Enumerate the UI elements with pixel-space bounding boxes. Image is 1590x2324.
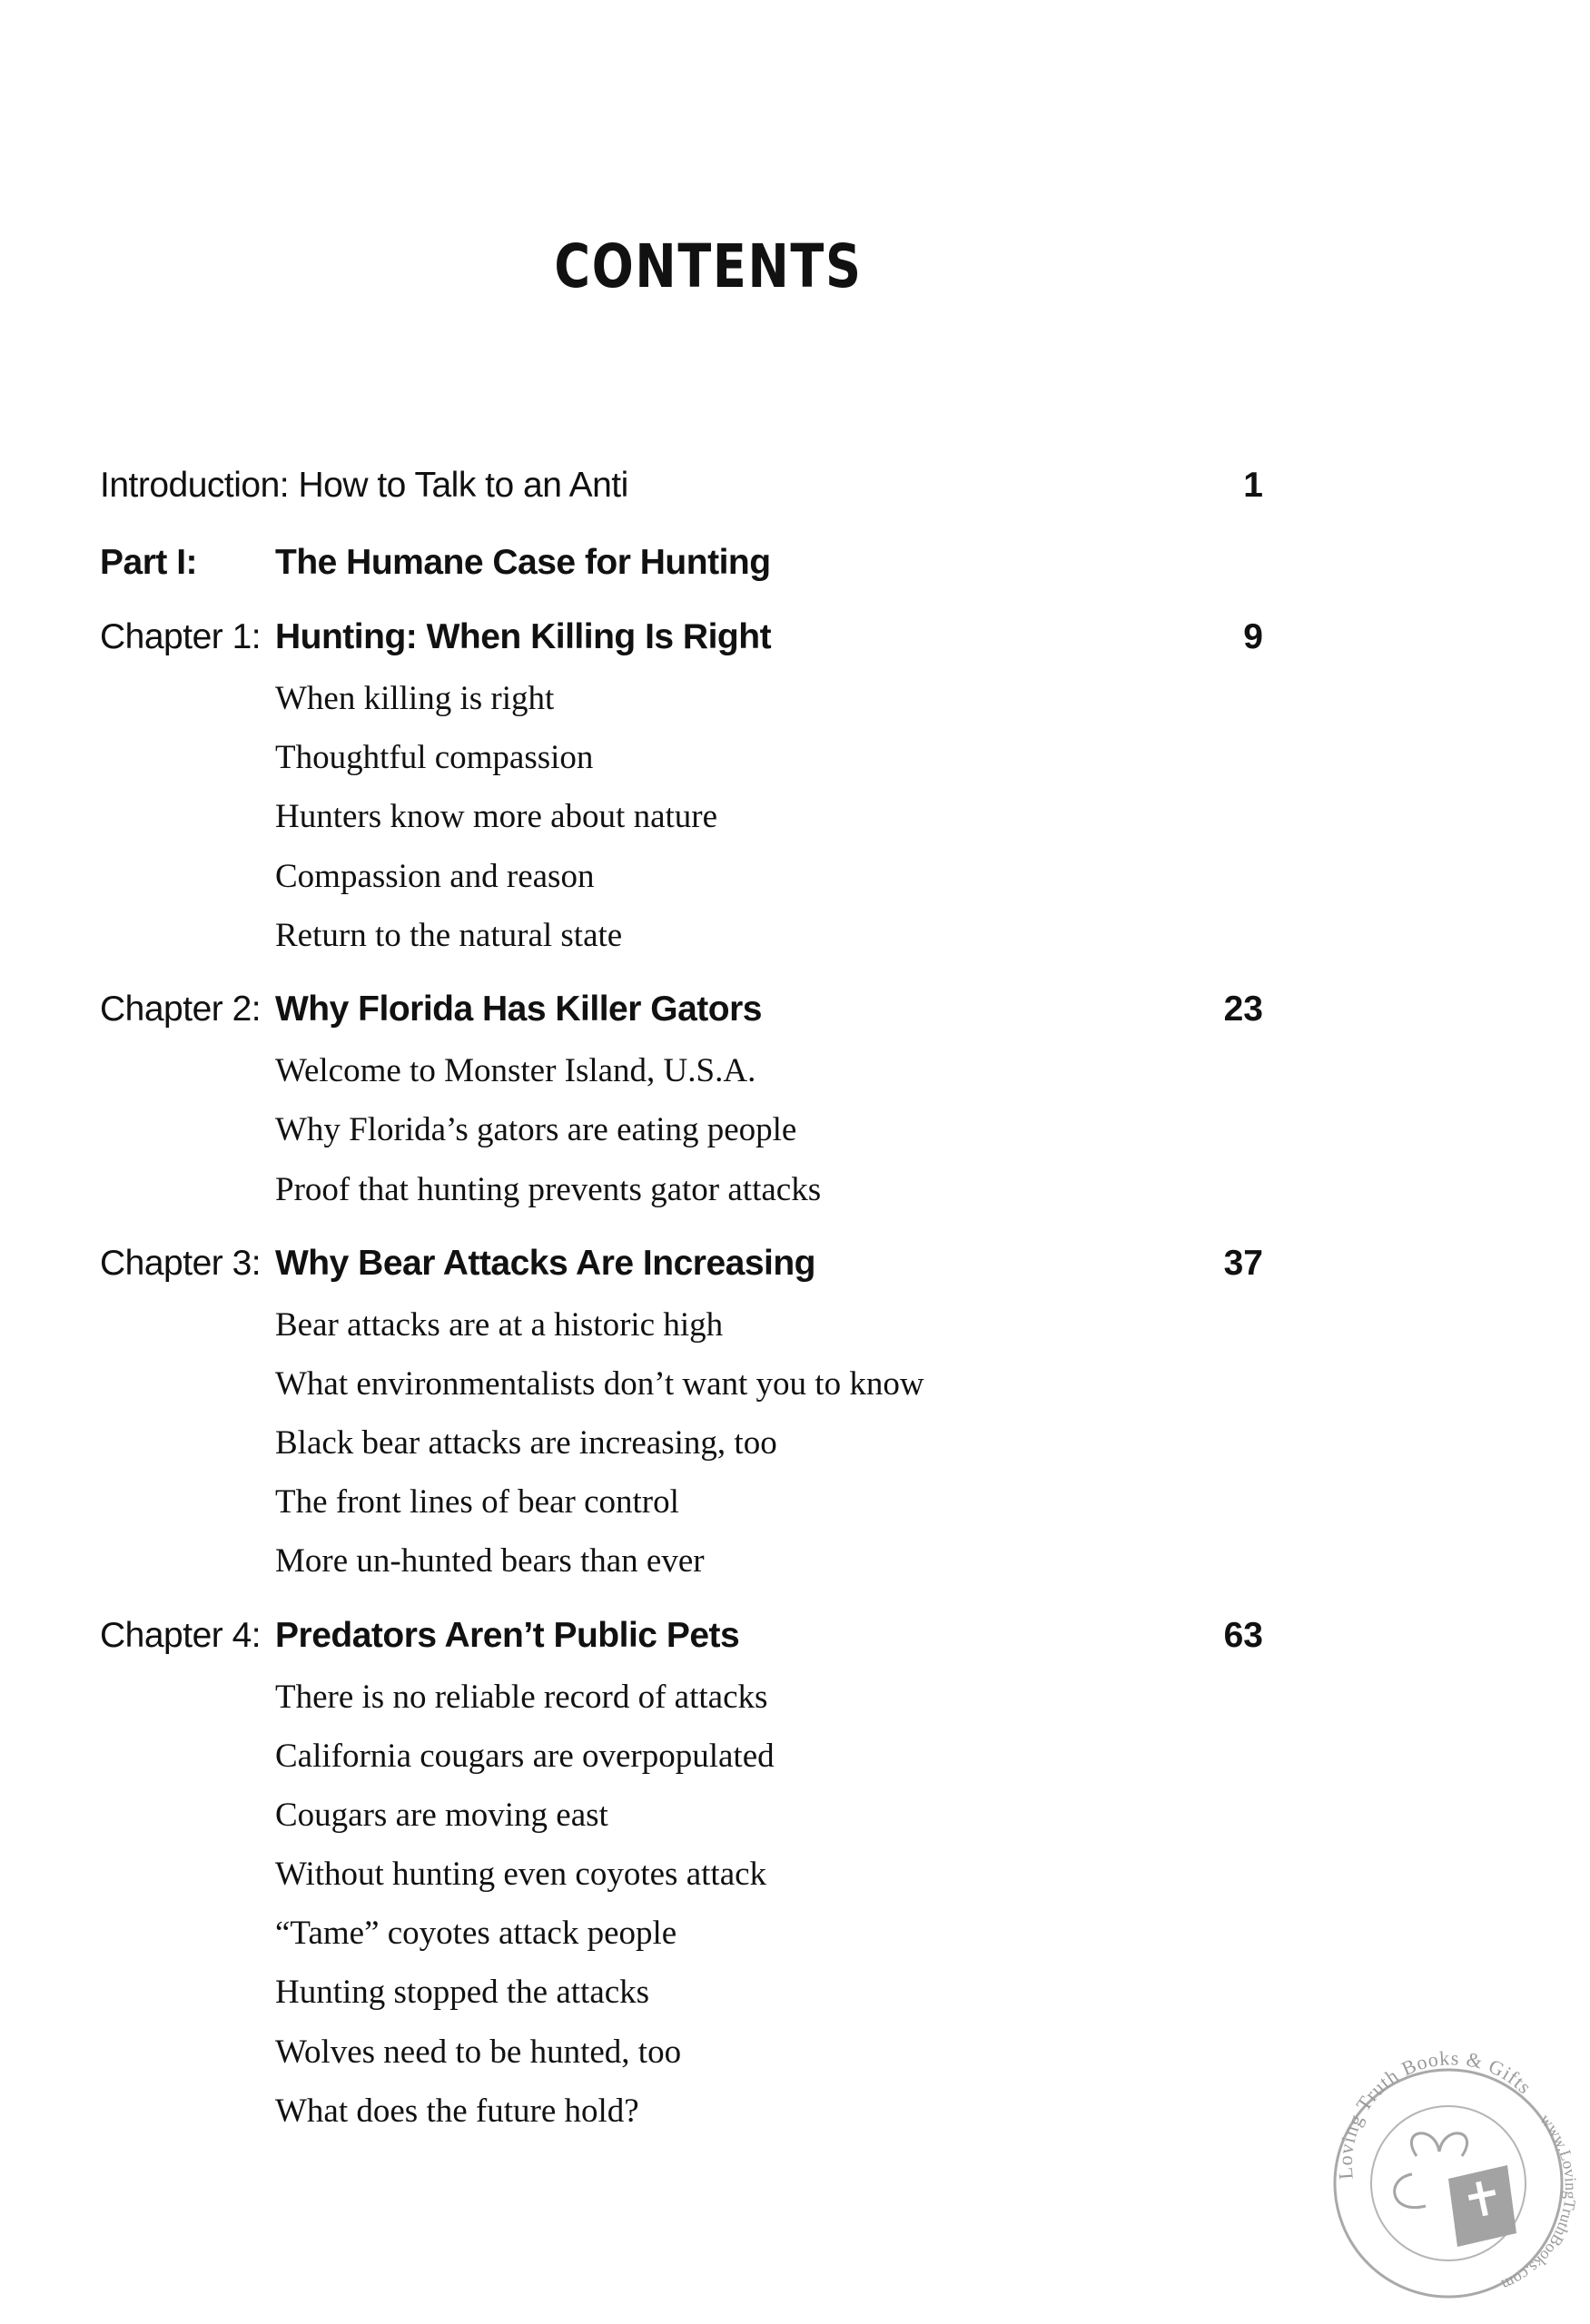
page-title: CONTENTS bbox=[554, 231, 863, 301]
section-label: When killing is right bbox=[275, 680, 555, 717]
section-label: Hunting stopped the attacks bbox=[275, 1974, 650, 2011]
watermark-top-text: Loving Truth Books & Gifts bbox=[1333, 2046, 1537, 2181]
introduction-label: Introduction: How to Talk to an Anti bbox=[100, 466, 628, 505]
part-1-label: Part I: bbox=[100, 543, 198, 582]
section-item[interactable] bbox=[0, 909, 1590, 963]
section-label: Why Florida’s gators are eating people bbox=[275, 1111, 797, 1148]
toc-chapter-4[interactable] bbox=[0, 1609, 1590, 1663]
section-label: Compassion and reason bbox=[275, 858, 595, 895]
toc-chapter-2[interactable] bbox=[0, 982, 1590, 1037]
toc-chapter-1[interactable] bbox=[0, 610, 1590, 665]
section-label: Thoughtful compassion bbox=[275, 739, 594, 776]
chapter-3-label: Chapter 3: bbox=[100, 1244, 262, 1283]
chapter-2-title: Why Florida Has Killer Gators bbox=[275, 990, 762, 1029]
part-1-title: The Humane Case for Hunting bbox=[275, 543, 771, 582]
chapter-4-title: Predators Aren’t Public Pets bbox=[275, 1616, 740, 1655]
section-item[interactable] bbox=[0, 1670, 1590, 1725]
section-item[interactable] bbox=[0, 1729, 1590, 1784]
chapter-1-label: Chapter 1: bbox=[100, 617, 262, 656]
section-label: Proof that hunting prevents gator attacks bbox=[275, 1171, 822, 1208]
section-item[interactable] bbox=[0, 790, 1590, 844]
section-item[interactable] bbox=[0, 850, 1590, 904]
section-item[interactable] bbox=[0, 1298, 1590, 1353]
chapter-1-page: 9 bbox=[1243, 617, 1263, 656]
section-item[interactable] bbox=[0, 1965, 1590, 2020]
section-item[interactable] bbox=[0, 1357, 1590, 1412]
chapter-2-label: Chapter 2: bbox=[100, 990, 262, 1029]
section-label: Hunters know more about nature bbox=[275, 798, 718, 835]
section-label: Bear attacks are at a historic high bbox=[275, 1306, 724, 1344]
section-label: Welcome to Monster Island, U.S.A. bbox=[275, 1052, 756, 1089]
toc-part-1[interactable] bbox=[0, 536, 1590, 590]
chapter-1-title: Hunting: When Killing Is Right bbox=[275, 617, 772, 656]
chapter-2-page: 23 bbox=[1223, 990, 1263, 1029]
svg-text:Loving Truth Books & Gifts bbox=[1334, 2046, 1536, 2180]
book-cross-icon bbox=[1448, 2165, 1516, 2247]
section-item[interactable] bbox=[0, 672, 1590, 726]
section-label: Cougars are moving east bbox=[275, 1797, 608, 1834]
chapter-3-title: Why Bear Attacks Are Increasing bbox=[275, 1244, 815, 1283]
section-item[interactable] bbox=[0, 1103, 1590, 1157]
chapter-4-page: 63 bbox=[1223, 1616, 1263, 1655]
watermark-stamp-logo bbox=[1312, 2020, 1585, 2310]
watermark-side-text: www.LovingTruthBooks.com bbox=[1498, 2110, 1581, 2295]
section-label: “Tame” coyotes attack people bbox=[275, 1915, 677, 1952]
toc-chapter-3[interactable] bbox=[0, 1236, 1590, 1291]
section-label: More un-hunted bears than ever bbox=[275, 1542, 705, 1580]
section-item[interactable] bbox=[0, 1847, 1590, 1902]
chapter-4-label: Chapter 4: bbox=[100, 1616, 262, 1655]
section-label: The front lines of bear control bbox=[275, 1483, 679, 1521]
section-item[interactable] bbox=[0, 1475, 1590, 1530]
section-label: Return to the natural state bbox=[275, 917, 623, 954]
introduction-page: 1 bbox=[1243, 466, 1263, 505]
section-item[interactable] bbox=[0, 1906, 1590, 1961]
section-item[interactable] bbox=[0, 1044, 1590, 1098]
section-item[interactable] bbox=[0, 1788, 1590, 1843]
section-item[interactable] bbox=[0, 1416, 1590, 1471]
section-label: Wolves need to be hunted, too bbox=[275, 2034, 682, 2071]
section-label: What does the future hold? bbox=[275, 2093, 639, 2130]
section-label: Black bear attacks are increasing, too bbox=[275, 1424, 777, 1462]
section-item[interactable] bbox=[0, 1163, 1590, 1217]
section-label: Without hunting even coyotes attack bbox=[275, 1856, 767, 1893]
chapter-3-page: 37 bbox=[1223, 1244, 1263, 1283]
section-label: What environmentalists don’t want you to know bbox=[275, 1365, 924, 1403]
section-item[interactable] bbox=[0, 731, 1590, 785]
section-label: There is no reliable record of attacks bbox=[275, 1679, 768, 1716]
section-item[interactable] bbox=[0, 1534, 1590, 1589]
section-label: California cougars are overpopulated bbox=[275, 1738, 775, 1775]
toc-introduction[interactable] bbox=[0, 458, 1590, 513]
